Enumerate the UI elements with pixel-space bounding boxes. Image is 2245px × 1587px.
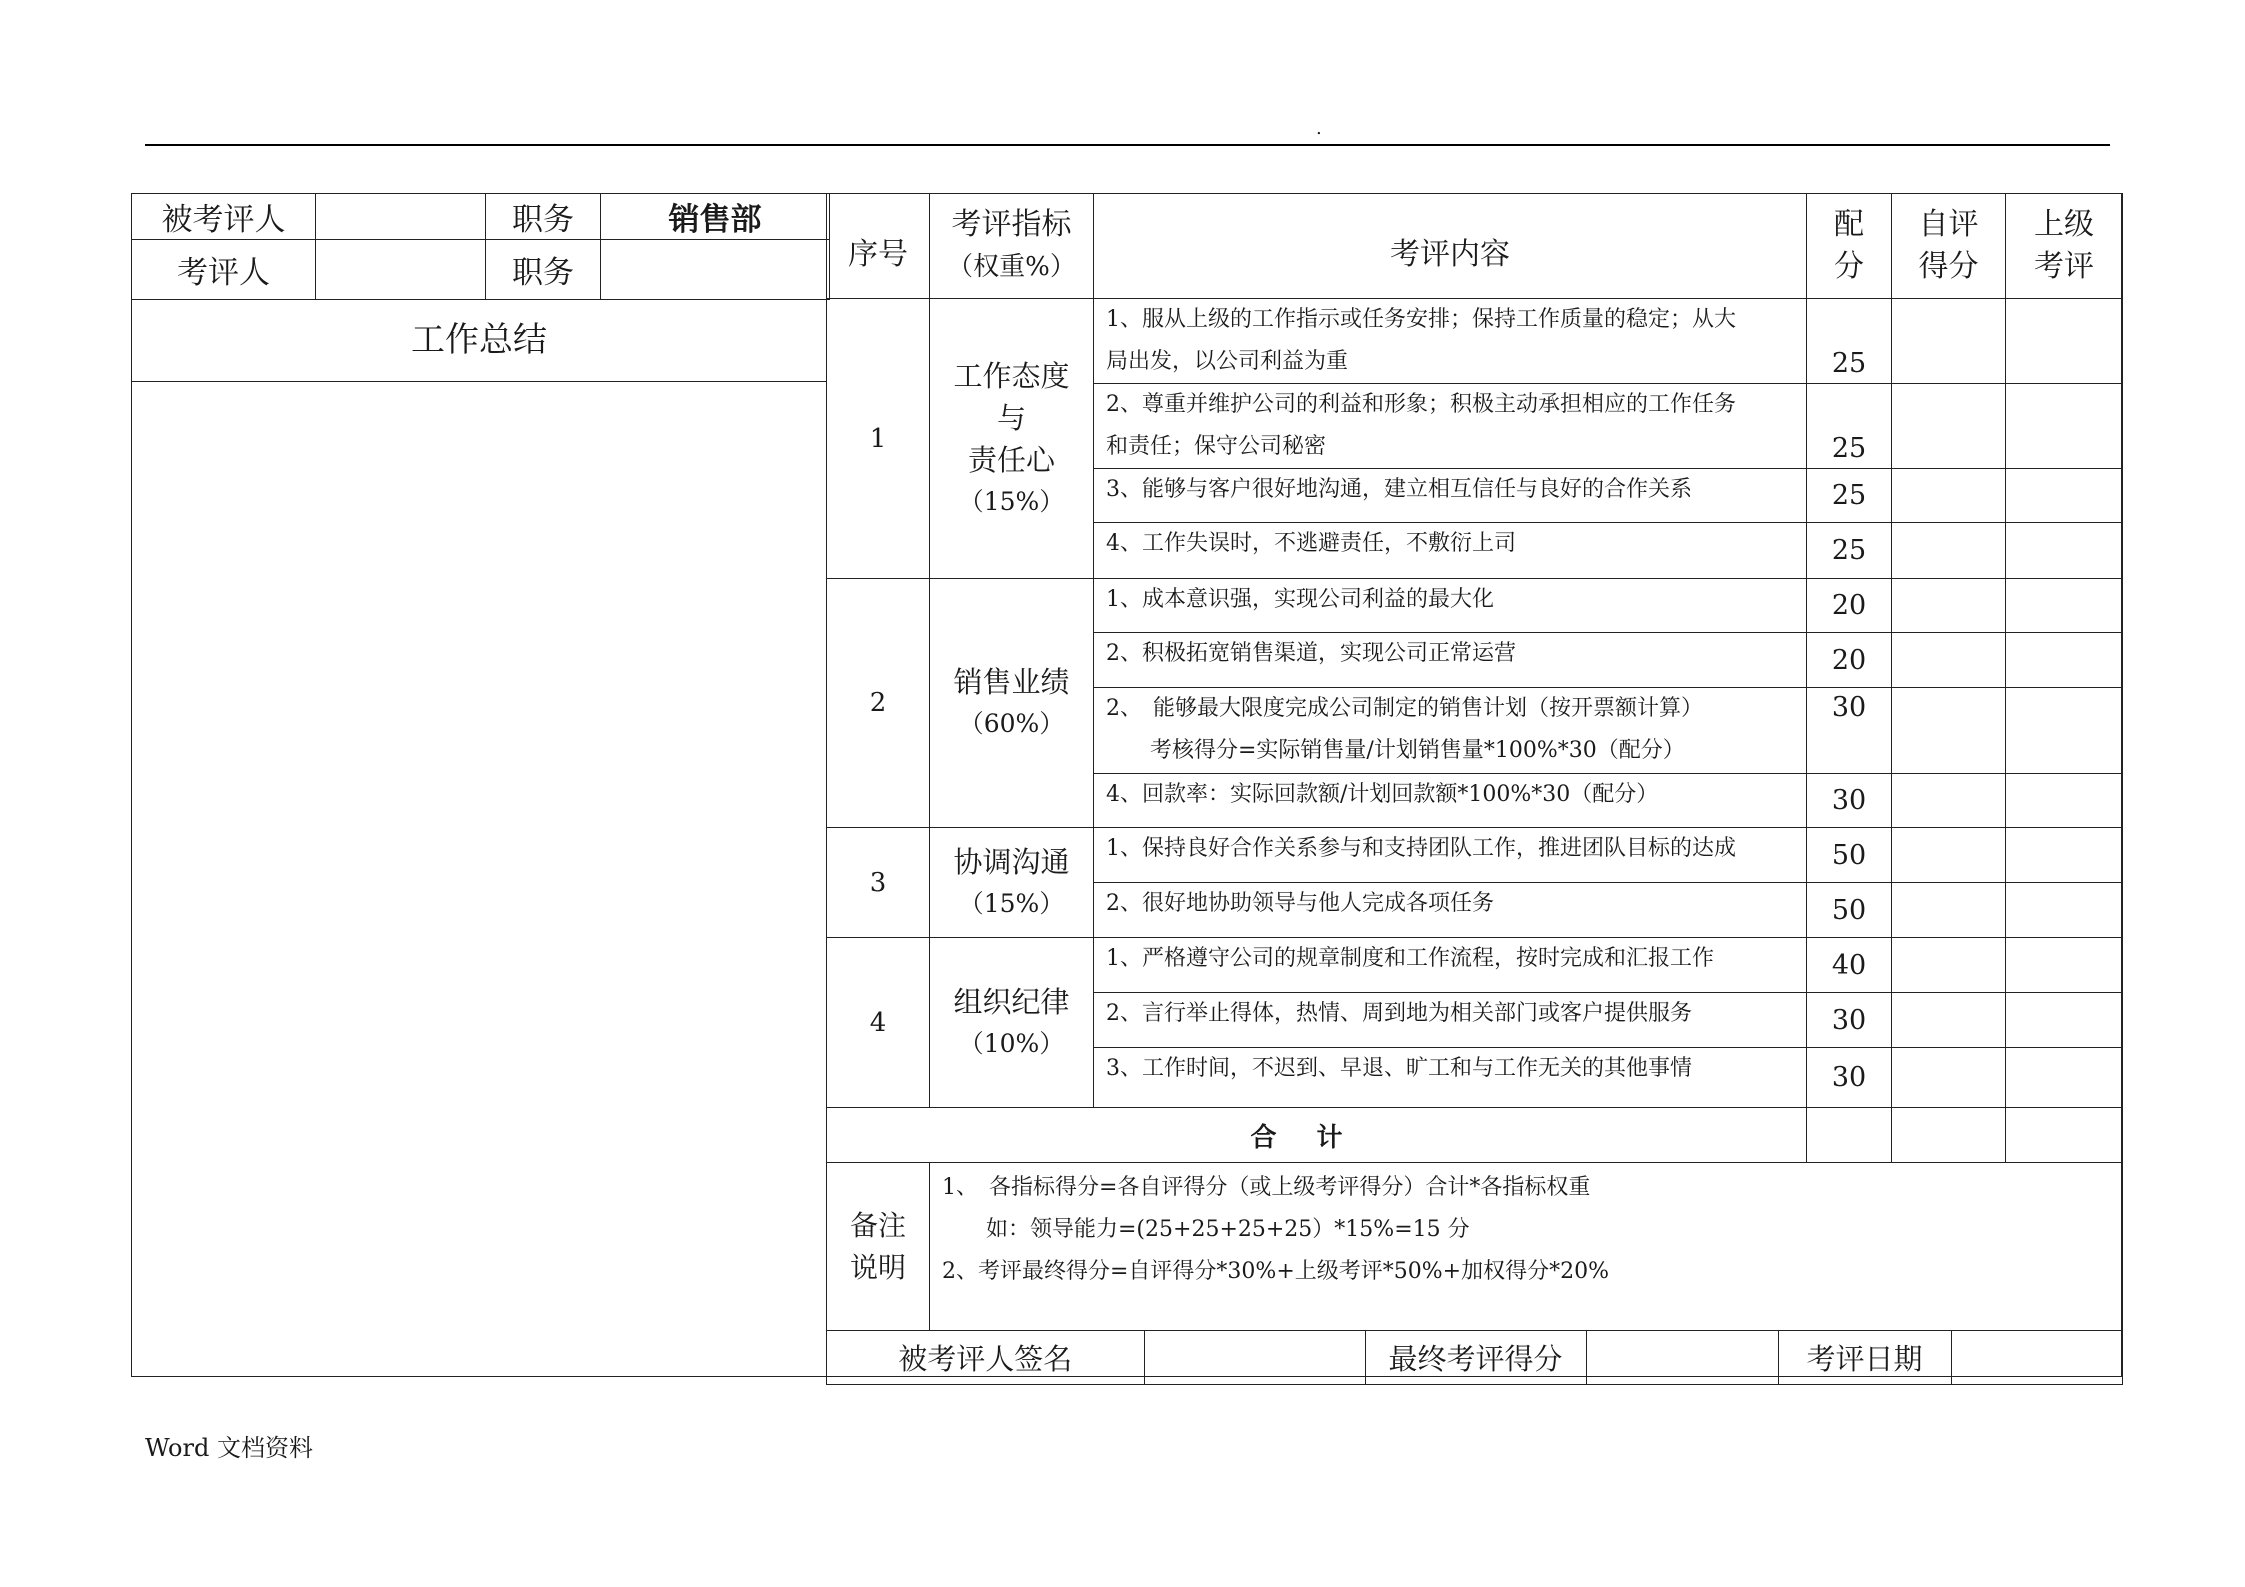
- notes-label-line1: 备注: [849, 1208, 906, 1242]
- indicator-line: 销售业绩: [953, 665, 1070, 699]
- criteria-line: 3、能够与客户很好地沟通，建立相互信任与良好的合作关系: [1106, 477, 1692, 502]
- superior-score-cell[interactable]: [2006, 774, 2123, 828]
- score-cell: 30: [1807, 774, 1892, 828]
- signature-cell: [827, 1331, 2123, 1385]
- criteria-line: 1、服从上级的工作指示或任务安排；保持工作质量的稳定；从大: [1106, 307, 1736, 332]
- criteria-line: 2、积极拓宽销售渠道，实现公司正常运营: [1106, 641, 1516, 666]
- notes-content: [930, 1163, 2123, 1331]
- criteria-content: [1094, 384, 1807, 469]
- summary-title: 工作总结: [132, 298, 826, 382]
- indicator-header-line1: 考评指标: [951, 207, 1072, 242]
- indicator-line: （10%）: [958, 1028, 1065, 1058]
- indicator-header: [930, 194, 1094, 299]
- left-panel: [131, 193, 827, 1377]
- seq-cell: 4: [827, 938, 930, 1108]
- criteria-content: [1094, 469, 1807, 523]
- criteria-row: [827, 299, 2123, 384]
- indicator-cell: [930, 299, 1094, 579]
- criteria-content: [1094, 774, 1807, 828]
- superior-score-cell[interactable]: [2006, 688, 2123, 774]
- notes-label-line2: 说明: [849, 1250, 906, 1284]
- footer-text: Word 文档资料: [145, 1434, 313, 1462]
- criteria-line: 3、工作时间，不迟到、早退、旷工和与工作无关的其他事情: [1106, 1056, 1692, 1081]
- indicator-cell: [930, 828, 1094, 938]
- appraiser-position-label: 职务: [486, 240, 601, 300]
- self-score-cell[interactable]: [1892, 828, 2006, 883]
- self-score-header: [1892, 194, 2006, 299]
- score-cell: 30: [1807, 688, 1892, 774]
- indicator-header-line2: （权重%）: [947, 252, 1076, 282]
- criteria-line: 和责任；保守公司秘密: [1106, 434, 1327, 459]
- indicator-line: （15%）: [958, 486, 1065, 516]
- appraiser-label: 考评人: [132, 240, 316, 300]
- criteria-content: [1094, 993, 1807, 1048]
- summary-area[interactable]: [132, 382, 826, 1376]
- score-cell: 25: [1807, 384, 1892, 469]
- criteria-content: [1094, 633, 1807, 688]
- criteria-row: [827, 828, 2123, 883]
- indicator-line: （15%）: [958, 888, 1065, 918]
- criteria-line: 2、尊重并维护公司的利益和形象；积极主动承担相应的工作任务: [1106, 392, 1736, 417]
- sup-header-line2: 考评: [2034, 249, 2094, 284]
- sup-header-line1: 上级: [2034, 207, 2094, 242]
- total-self-score[interactable]: [1892, 1108, 2006, 1163]
- note-line: 1、 各指标得分=各自评得分（或上级考评得分）合计*各指标权重: [942, 1175, 1591, 1200]
- header-rule: [145, 144, 2110, 146]
- self-score-cell[interactable]: [1892, 1048, 2006, 1108]
- self-score-cell[interactable]: [1892, 384, 2006, 469]
- signature-table: [827, 1331, 2123, 1384]
- superior-score-cell[interactable]: [2006, 1048, 2123, 1108]
- criteria-content: [1094, 938, 1807, 993]
- appraisee-sign-field[interactable]: [1144, 1331, 1365, 1384]
- header-dot: .: [1316, 118, 1322, 139]
- self-score-cell[interactable]: [1892, 523, 2006, 579]
- self-score-cell[interactable]: [1892, 993, 2006, 1048]
- seq-cell: 1: [827, 299, 930, 579]
- superior-score-cell[interactable]: [2006, 579, 2123, 633]
- criteria-content: [1094, 1048, 1807, 1108]
- score-header: [1807, 194, 1892, 299]
- criteria-line: 1、严格遵守公司的规章制度和工作流程，按时完成和汇报工作: [1106, 946, 1714, 971]
- final-score-field[interactable]: [1586, 1331, 1778, 1384]
- seq-header: 序号: [827, 194, 930, 299]
- superior-score-cell[interactable]: [2006, 633, 2123, 688]
- superior-score-cell[interactable]: [2006, 469, 2123, 523]
- self-score-cell[interactable]: [1892, 469, 2006, 523]
- evaluation-table: [826, 193, 2123, 1385]
- self-score-cell[interactable]: [1892, 883, 2006, 938]
- date-field[interactable]: [1951, 1331, 2123, 1384]
- criteria-line: 4、回款率：实际回款额/计划回款额*100%*30（配分）: [1106, 782, 1659, 807]
- criteria-line: 考核得分=实际销售量/计划销售量*100%*30（配分）: [1106, 738, 1685, 763]
- criteria-row: [827, 938, 2123, 993]
- self-score-cell[interactable]: [1892, 299, 2006, 384]
- criteria-line: 2、言行举止得体，热情、周到地为相关部门或客户提供服务: [1106, 1001, 1692, 1026]
- superior-score-cell[interactable]: [2006, 883, 2123, 938]
- criteria-line: 1、保持良好合作关系参与和支持团队工作，推进团队目标的达成: [1106, 836, 1736, 861]
- indicator-cell: [930, 938, 1094, 1108]
- total-superior-score[interactable]: [2006, 1108, 2123, 1163]
- superior-score-cell[interactable]: [2006, 828, 2123, 883]
- criteria-content: [1094, 579, 1807, 633]
- signature-row: [827, 1331, 2123, 1385]
- criteria-line: 2、 能够最大限度完成公司制定的销售计划（按开票额计算）: [1106, 696, 1703, 721]
- superior-score-cell[interactable]: [2006, 523, 2123, 579]
- appraisee-label: 被考评人: [132, 194, 316, 240]
- indicator-line: 责任心: [967, 442, 1055, 477]
- score-cell: 30: [1807, 1048, 1892, 1108]
- score-cell: 40: [1807, 938, 1892, 993]
- seq-cell: 3: [827, 828, 930, 938]
- appraisee-field[interactable]: [316, 194, 486, 240]
- notes-label: [827, 1163, 930, 1331]
- score-cell: 30: [1807, 993, 1892, 1048]
- total-row: [827, 1108, 2123, 1163]
- content-header: 考评内容: [1094, 194, 1807, 299]
- self-score-cell[interactable]: [1892, 938, 2006, 993]
- indicator-line: 工作态度: [953, 358, 1070, 393]
- position-value[interactable]: 销售部: [601, 194, 830, 240]
- criteria-content: [1094, 299, 1807, 384]
- self-score-cell[interactable]: [1892, 633, 2006, 688]
- appraiser-field[interactable]: [316, 240, 486, 300]
- indicator-line: 组织纪律: [953, 984, 1070, 1019]
- self-score-cell[interactable]: [1892, 774, 2006, 828]
- indicator-line: （60%）: [958, 709, 1065, 738]
- criteria-content: [1094, 523, 1807, 579]
- score-cell: 25: [1807, 469, 1892, 523]
- note-line: 2、考评最终得分=自评得分*30%+上级考评*50%+加权得分*20%: [942, 1259, 1609, 1284]
- info-table: [131, 193, 830, 300]
- notes-row: [827, 1163, 2123, 1331]
- score-cell: 20: [1807, 633, 1892, 688]
- score-header-line1: 配: [1834, 207, 1864, 242]
- self-header-line2: 得分: [1918, 249, 1979, 284]
- position-label: 职务: [486, 194, 601, 240]
- superior-score-cell[interactable]: [2006, 938, 2123, 993]
- header-row: [827, 194, 2123, 299]
- superior-score-cell[interactable]: [2006, 993, 2123, 1048]
- groups-body: [827, 299, 2123, 1108]
- note-line: 如：领导能力=(25+25+25+25）*15%=15 分: [942, 1217, 1470, 1242]
- right-panel: [827, 193, 2122, 1377]
- superior-header: [2006, 194, 2123, 299]
- criteria-line: 1、成本意识强，实现公司利益的最大化: [1106, 587, 1494, 612]
- score-cell: 50: [1807, 828, 1892, 883]
- superior-score-cell[interactable]: [2006, 299, 2123, 384]
- criteria-line: 4、工作失误时，不逃避责任，不敷衍上司: [1106, 531, 1516, 556]
- appraiser-position-field[interactable]: [601, 240, 830, 300]
- criteria-line: 局出发，以公司利益为重: [1106, 349, 1349, 374]
- score-cell: 50: [1807, 883, 1892, 938]
- criteria-content: [1094, 688, 1807, 774]
- appraisee-sign-label: 被考评人签名: [827, 1331, 1144, 1384]
- indicator-cell: [930, 579, 1094, 828]
- superior-score-cell[interactable]: [2006, 384, 2123, 469]
- self-score-cell[interactable]: [1892, 688, 2006, 774]
- score-cell: 25: [1807, 299, 1892, 384]
- indicator-line: 与: [996, 400, 1026, 435]
- total-label: 合计: [827, 1108, 1807, 1163]
- criteria-content: [1094, 883, 1807, 938]
- score-cell: 25: [1807, 523, 1892, 579]
- criteria-content: [1094, 828, 1807, 883]
- indicator-line: 协调沟通: [953, 844, 1070, 879]
- score-header-line2: 分: [1834, 249, 1864, 284]
- criteria-line: 2、很好地协助领导与他人完成各项任务: [1106, 891, 1494, 916]
- criteria-row: [827, 579, 2123, 633]
- seq-cell: 2: [827, 579, 930, 828]
- final-score-label: 最终考评得分: [1365, 1331, 1586, 1384]
- self-header-line1: 自评: [1918, 207, 1979, 242]
- self-score-cell[interactable]: [1892, 579, 2006, 633]
- score-cell: 20: [1807, 579, 1892, 633]
- date-label: 考评日期: [1778, 1331, 1951, 1384]
- total-score[interactable]: [1807, 1108, 1892, 1163]
